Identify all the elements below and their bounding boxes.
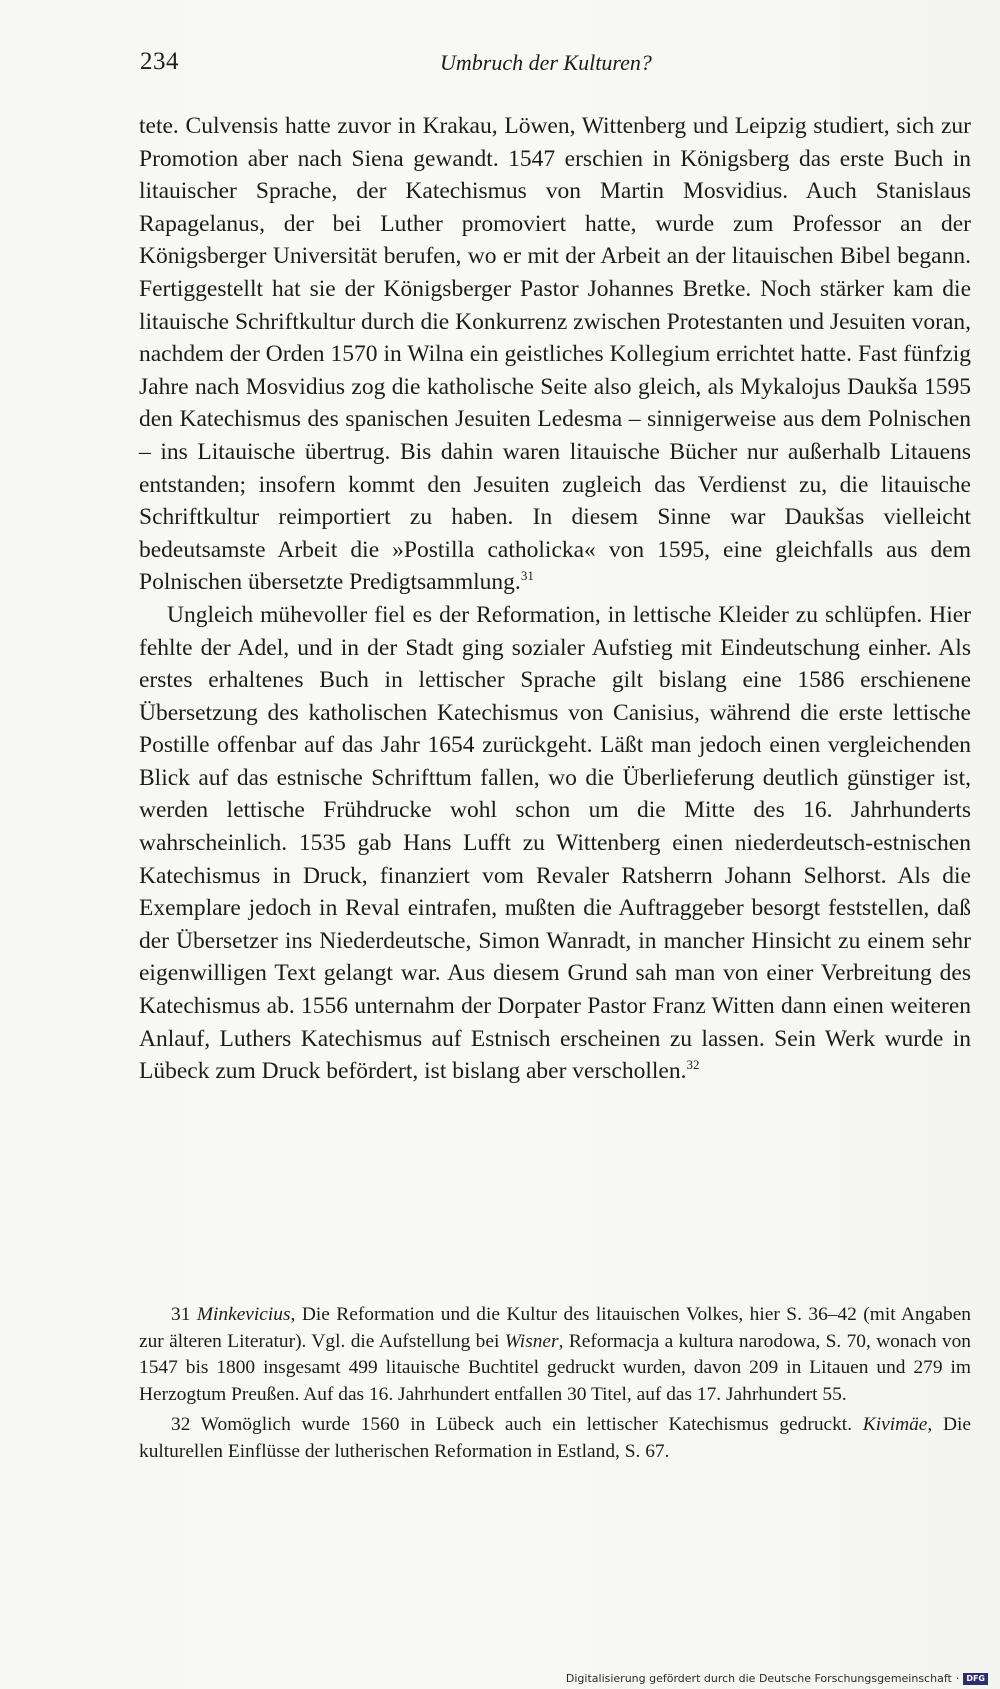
footnote-text: , Die kulturellen Einflüsse der lutherischen Reformation in Estland, S. 67.: [139, 1414, 971, 1462]
cited-author: Kivimäe: [862, 1414, 928, 1435]
footnote-31: [139, 1302, 971, 1408]
page-header: [140, 48, 972, 82]
paragraph-text: Ungleich mühevoller fiel es der Reformation, in lettische Kleider zu schlüpfen. Hier fehlte der Adel, und in der Stadt ging sozialer Aufstieg mit Eindeutschung einher. Als erstes erhaltenes Buch in lettischer Sprache gilt bislang eine 1586 erschienene Übersetzung des katholischen Katechismus von Canisius, während die erste lettische Postille offenbar auf das Jahr 1654 zurückgeht. Läßt man jedoch einen vergleichenden Blick auf das estnische Schrifttum fallen, wo die Überlieferung deutlich günstiger ist, werden lettische Frühdrucke wohl schon um die Mitte des 16. Jahrhunderts wahrscheinlich. 1535 gab Hans Lufft zu Wittenberg einen niederdeutsch-estnischen Katechismus in Druck, finanziert vom Revaler Ratsherrn Johann Selhorst. Als die Exemplare jedoch in Reval eintrafen, mußten die Auftraggeber besorgt feststellen, daß der Übersetzer ins Niederdeutsche, Simon Wanradt, in mancher Hinsicht zu einem sehr eigenwilligen Text gelangt war. Aus diesem Grund sah man von einer Verbreitung des Katechismus ab. 1556 unternahm der Dorpater Pastor Franz Witten dann einen weiteren Anlauf, Luthers Katechismus auf Estnisch erscheinen zu lassen. Sein Werk wurde in Lübeck zum Druck befördert, ist bislang aber verschollen.: [139, 601, 971, 1085]
running-head: Umbruch der Kulturen?: [440, 50, 652, 75]
cited-author: Minkevicius: [196, 1304, 291, 1325]
footnote-text: Womöglich wurde 1560 in Lübeck auch ein lettischer Katechismus gedruckt.: [200, 1414, 863, 1435]
paragraph-text: tete. Culvensis hatte zuvor in Krakau, Löwen, Wittenberg und Leipzig studiert, sich zur Promotion aber nach Siena gewandt. 1547 erschien in Königsberg das erste Buch in litauischer Sprache, der Katechismus von Martin Mosvidius. Auch Stanislaus Rapagelanus, der bei Luther promoviert hatte, wurde zum Professor an der Königsberger Universität berufen, wo er mit der Arbeit an der litauischen Bibel begann. Fertiggestellt hat sie der Königsberger Pastor Johannes Bretke. Noch stärker kam die litauische Schriftkultur durch die Konkurrenz zwischen Protestanten und Jesuiten voran, nachdem der Orden 1570 in Wilna ein geistliches Kollegium errichtet hatte. Fast fünfzig Jahre nach Mosvidius zog die katholische Seite also gleich, als Mykalojus Daukša 1595 den Katechismus des spanischen Jesuiten Ledesma – sinnigerweise aus dem Polnischen – ins Litauische übertrug. Bis dahin waren litauische Bücher nur außerhalb Litauens entstanden; insofern kommt den Jesuiten zugleich das Verdienst zu, die litauische Schriftkultur reimportiert zu haben. In diesem Sinne war Daukšas vielleicht bedeutsamste Arbeit die »Postilla catholicka« von 1595, eine gleichfalls aus dem Polnischen übersetzte Predigtsammlung.: [139, 113, 971, 596]
dfg-logo: DFG: [963, 1673, 988, 1685]
footnote-number: 32: [171, 1414, 191, 1435]
credit-text: Digitalisierung gefördert durch die Deutsche Forschungsgemeinschaft: [565, 1672, 952, 1685]
footnote-number: 31: [171, 1304, 191, 1325]
paragraph: [139, 110, 971, 599]
footnote-text: , Reformacja a kultura narodowa, S. 70, wonach von 1547 bis 1800 insgesamt 499 litauische Buchtitel gedruckt wurden, davon 209 in Litauen und 279 im Herzogtum Preußen. Auf das 16. Jahrhundert entfallen 30 Titel, auf das 17. Jahrhundert 55.: [139, 1330, 971, 1405]
footnote-32: [139, 1412, 971, 1465]
footnote-text: , Die Reformation und die Kultur des litauischen Volkes, hier S. 36–42 (mit Angaben zur älteren Literatur). Vgl. die Aufstellung bei: [139, 1304, 971, 1352]
footnote-reference: 32: [686, 1057, 700, 1073]
paragraph: [139, 599, 971, 1088]
page-number: 234: [140, 48, 179, 75]
footnote-reference: 31: [520, 568, 534, 584]
body-text: [139, 110, 971, 1088]
cited-author: Wisner: [504, 1330, 559, 1352]
footnotes: [139, 1302, 971, 1469]
digitization-credit: Digitalisierung gefördert durch die Deutsche Forschungsgemeinschaft · DFG: [566, 1672, 988, 1685]
